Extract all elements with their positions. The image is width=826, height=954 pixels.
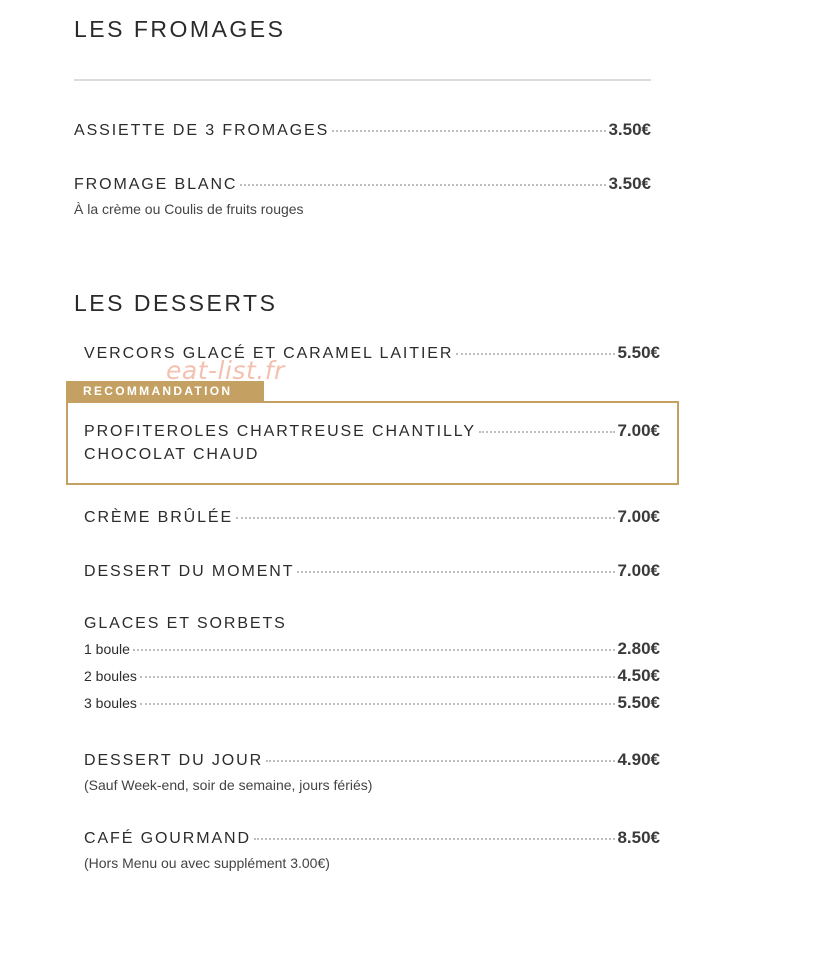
dot-leader (133, 649, 616, 651)
menu-item-fromage-blanc (74, 174, 651, 194)
item-price: 7.00€ (617, 507, 660, 526)
option-name: 3 boules (84, 695, 137, 711)
section-title-fromages: LES FROMAGES (74, 16, 286, 42)
option-price: 5.50€ (617, 693, 660, 712)
menu-item-dessert-moment (84, 561, 660, 581)
item-price: 3.50€ (608, 174, 651, 193)
item-price: 3.50€ (608, 120, 651, 139)
item-name: DESSERT DU JOUR (84, 752, 264, 769)
item-name: VERCORS GLACÉ ET CARAMEL LAITIER (84, 345, 454, 362)
item-description: À la crème ou Coulis de fruits rouges (74, 201, 304, 217)
dot-leader (236, 517, 615, 519)
dot-leader (332, 130, 606, 132)
item-name: GLACES ET SORBETS (84, 615, 287, 632)
recommendation-badge: RECOMMANDATION (66, 381, 264, 402)
item-price: 7.00€ (617, 421, 660, 440)
dot-leader (479, 431, 616, 433)
menu-option-1-boule (84, 639, 660, 659)
dot-leader (456, 353, 615, 355)
dot-leader (140, 703, 616, 705)
item-name: CAFÉ GOURMAND (84, 830, 251, 847)
menu-option-3-boules (84, 693, 660, 713)
dot-leader (266, 760, 615, 762)
item-name: FROMAGE BLANC (74, 176, 238, 193)
item-description: (Hors Menu ou avec supplément 3.00€) (84, 855, 330, 871)
item-name: ASSIETTE DE 3 FROMAGES (74, 122, 330, 139)
menu-item-profiteroles (84, 421, 660, 441)
option-price: 4.50€ (617, 666, 660, 685)
item-price: 4.90€ (617, 750, 660, 769)
menu-item-glaces-sorbets (84, 615, 660, 633)
menu-item-creme-brulee (84, 507, 660, 527)
item-price: 8.50€ (617, 828, 660, 847)
item-price: 5.50€ (617, 343, 660, 362)
menu-item-dessert-jour (84, 750, 660, 770)
dot-leader (240, 184, 606, 186)
option-name: 1 boule (84, 641, 130, 657)
watermark: eat-list.fr (166, 356, 285, 385)
item-description: (Sauf Week-end, soir de semaine, jours fériés) (84, 777, 373, 793)
item-name: PROFITEROLES CHARTREUSE CHANTILLY (84, 423, 476, 440)
item-name-line2: CHOCOLAT CHAUD (84, 446, 260, 463)
menu-item-assiette-fromages (74, 120, 651, 140)
item-name: DESSERT DU MOMENT (84, 563, 295, 580)
option-name: 2 boules (84, 668, 137, 684)
item-price: 7.00€ (617, 561, 660, 580)
recommendation-box (66, 401, 679, 485)
option-price: 2.80€ (617, 639, 660, 658)
section-title-desserts: LES DESSERTS (74, 290, 278, 316)
menu-item-cafe-gourmand (84, 828, 660, 848)
dot-leader (297, 571, 615, 573)
dot-leader (254, 838, 616, 840)
item-name: CRÈME BRÛLÉE (84, 509, 234, 526)
dot-leader (140, 676, 616, 678)
menu-option-2-boules (84, 666, 660, 686)
section-divider (74, 79, 651, 81)
